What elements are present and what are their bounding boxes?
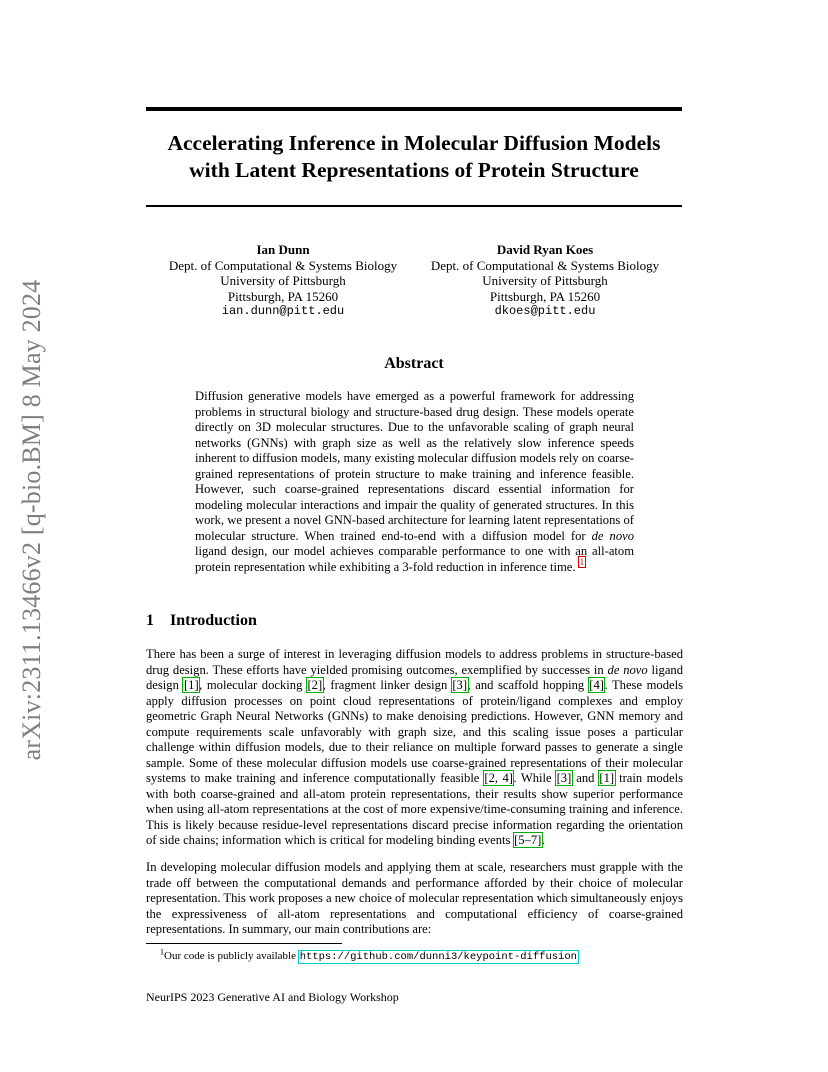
abstract-italic: de novo [591,528,635,543]
abstract-heading: Abstract [384,355,444,372]
author-name: David Ryan Koes [496,242,594,257]
text-run: There has been a surge of interest in leveraging diffusion models to address problems in structure-based drug design. These efforts have yielded promising outcomes, exemplified by successes in [146,647,683,677]
intro-paragraph-1 [146,647,683,849]
abstract-text [195,389,634,575]
text-run: ligand design [146,662,683,692]
citation-text[interactable]: [4] [589,678,604,692]
title-line-1: Accelerating Inference in Molecular Diffusion Models [167,131,661,155]
paper-title [146,130,682,184]
title-line-2: with Latent Representations of Protein Structure [189,158,639,182]
citation-link[interactable] [183,678,199,692]
author-location: Pittsburgh, PA 15260 [227,288,339,304]
text-run: , and scaffold hopping [467,678,589,692]
text-run: . These models apply diffusion processes on point cloud representations of protein/ligand complexes and employ geometric Graph Neural Networks (GNNs) to make denoising predictions. However, GNN memory and compute requirements scale unfavorably with graph size, and this scaling issue poses a particular challenge within diffusion models, due to their reliance on multiple forward passes to generate a single sample. Some of these molecular diffusion models use coarse-grained representations of their molecular systems to make training and inference computationally feasible [146,678,683,785]
title-top-rule [146,107,682,111]
footnote-number: 1 [160,947,164,957]
citation-link[interactable] [307,678,323,692]
author-university: University of Pittsburgh [482,273,608,288]
author-block-1 [153,242,413,320]
author-dept: Dept. of Computational & Systems Biology [430,257,660,273]
author-university: University of Pittsburgh [220,273,346,288]
author-email[interactable]: ian.dunn@pitt.edu [221,304,345,318]
footnote-url-link[interactable]: https://github.com/dunni3/keypoint-diffusion [299,951,577,963]
author-block-2 [415,242,675,320]
text-run: . While [513,771,557,785]
text-run: , molecular docking [199,678,307,692]
abstract-body-text: Diffusion generative models have emerged as a powerful framework for addressing problems in structural biology and structure-based drug design. These models operate directly on 3D molecular structures. Due to the unfavorable scaling of graph neural networks (GNNs) with graph size as well as the relatively slow inference speeds inherent to diffusion models, many existing molecular diffusion models rely on coarse-grained representations of protein structure to make training and inference feasible. However, such coarse-grained representations discard essential information for modeling molecular interactions and impair the quality of generated structures. In this work, we present a novel GNN-based architecture for learning latent representations of molecular structure. When trained end-to-end with a diffusion model for [195,389,634,543]
citation-text[interactable]: [1] [599,771,615,785]
section-number: 1 [146,612,154,629]
author-dept: Dept. of Computational & Systems Biology [168,257,398,273]
text-run: and [571,771,599,785]
text-run: train models with both coarse-grained and all-atom protein representations, their results show superior performance when using all-atom representations at the cost of more expensive/time-consuming training and inference. This is likely because residue-level representations discard precise information regarding the orientation of side chains; information which is critical for modeling binding events [146,771,683,847]
footnote [160,949,578,964]
arxiv-identifier[interactable]: arXiv:2311.13466v2 [q-bio.BM] 8 May 2024 [17,279,46,761]
text-run: . [541,833,546,847]
title-bottom-rule [146,205,682,207]
citation-link[interactable] [514,833,542,847]
venue-footer: NeurIPS 2023 Generative AI and Biology Workshop [146,990,399,1004]
footnote-link[interactable]: 1 [579,557,585,568]
citation-link[interactable] [556,771,572,785]
citation-link[interactable] [589,678,605,692]
italic-run: de novo [607,662,648,677]
author-email[interactable]: dkoes@pitt.edu [494,304,596,318]
citation-text[interactable]: [1] [183,678,199,692]
section-heading [146,612,257,630]
author-name: Ian Dunn [256,242,310,257]
citation-text[interactable]: [5–7] [514,833,542,847]
citation-link[interactable] [452,678,468,692]
footnote-rule [146,943,342,944]
footnote-text: Our code is publicly available [164,950,299,962]
citation-text[interactable]: [2] [307,678,323,692]
citation-link[interactable] [599,771,615,785]
citation-text[interactable]: [2, 4] [484,771,513,785]
abstract-body-end: ligand design, our model achieves comparable performance to one with an all-atom protein representation while exhibiting a 3-fold reduction in inference time. [195,544,634,574]
intro-paragraph-2: In developing molecular diffusion models and applying them at scale, researchers must grapple with the trade off between the computational demands and performance afforded by their choice of molecular representation. This work proposes a new choice of molecular representation which simultaneously enjoys the expressiveness of all-atom representations and computational efficiency of coarse-grained representations. In summary, our main contributions are: [146,860,683,936]
text-run: , fragment linker design [322,678,452,692]
citation-text[interactable]: [3] [452,678,468,692]
author-location: Pittsburgh, PA 15260 [489,288,601,304]
citation-link[interactable] [484,771,514,785]
section-title: Introduction [170,612,257,629]
citation-text[interactable]: [3] [556,771,572,785]
